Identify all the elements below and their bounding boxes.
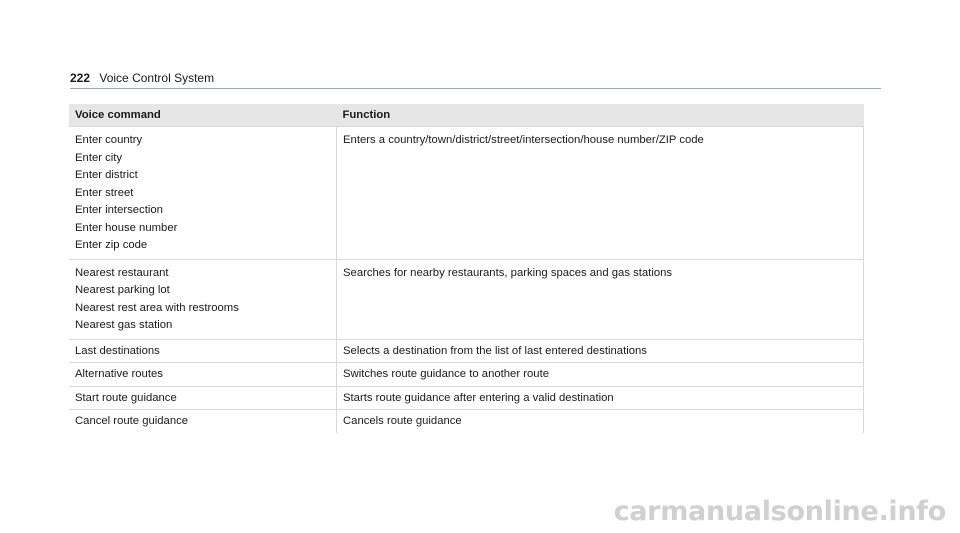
table-row <box>69 363 864 387</box>
voice-command: Alternative routes <box>75 368 163 380</box>
watermark-text: carmanualsonline.info <box>613 496 946 527</box>
function-cell: Selects a destination from the list of last entered destinations <box>337 339 864 363</box>
function-cell: Cancels route guidance <box>337 410 864 433</box>
column-header-function: Function <box>337 104 864 127</box>
header-divider <box>70 88 881 89</box>
voice-command: Enter intersection <box>75 204 163 216</box>
function-cell: Starts route guidance after entering a valid destination <box>337 386 864 410</box>
table-row <box>69 386 864 410</box>
table-row <box>69 259 864 339</box>
voice-command-cell <box>69 259 337 339</box>
column-header-voice-command: Voice command <box>69 104 337 127</box>
voice-command-cell <box>69 127 337 260</box>
voice-command-cell <box>69 363 337 387</box>
voice-command: Nearest restaurant <box>75 266 169 279</box>
voice-command: Nearest gas station <box>75 319 173 331</box>
table-row <box>69 410 864 433</box>
function-cell: Enters a country/town/district/street/intersection/house number/ZIP code <box>337 127 864 260</box>
table-row <box>69 127 864 260</box>
page-header <box>70 71 214 85</box>
voice-command-table <box>69 104 864 433</box>
voice-command: Enter zip code <box>75 239 148 251</box>
voice-command-cell <box>69 386 337 410</box>
voice-command: Enter city <box>75 151 123 164</box>
voice-command: Enter street <box>75 186 134 199</box>
voice-command-cell <box>69 410 337 433</box>
table-header-row <box>69 104 864 127</box>
voice-command: Enter house number <box>75 221 178 234</box>
function-cell: Switches route guidance to another route <box>337 363 864 387</box>
table-row <box>69 339 864 363</box>
voice-command-cell <box>69 339 337 363</box>
function-cell: Searches for nearby restaurants, parking spaces and gas stations <box>337 259 864 339</box>
voice-command: Enter district <box>75 169 138 181</box>
page-number: 222 <box>70 71 91 85</box>
voice-command: Cancel route guidance <box>75 415 189 427</box>
voice-command: Start route guidance <box>75 391 177 404</box>
voice-command: Nearest rest area with restrooms <box>75 301 239 314</box>
section-title: Voice Control System <box>99 71 215 85</box>
voice-command: Last destinations <box>75 344 160 357</box>
voice-command: Nearest parking lot <box>75 284 170 296</box>
voice-command: Enter country <box>75 134 143 146</box>
